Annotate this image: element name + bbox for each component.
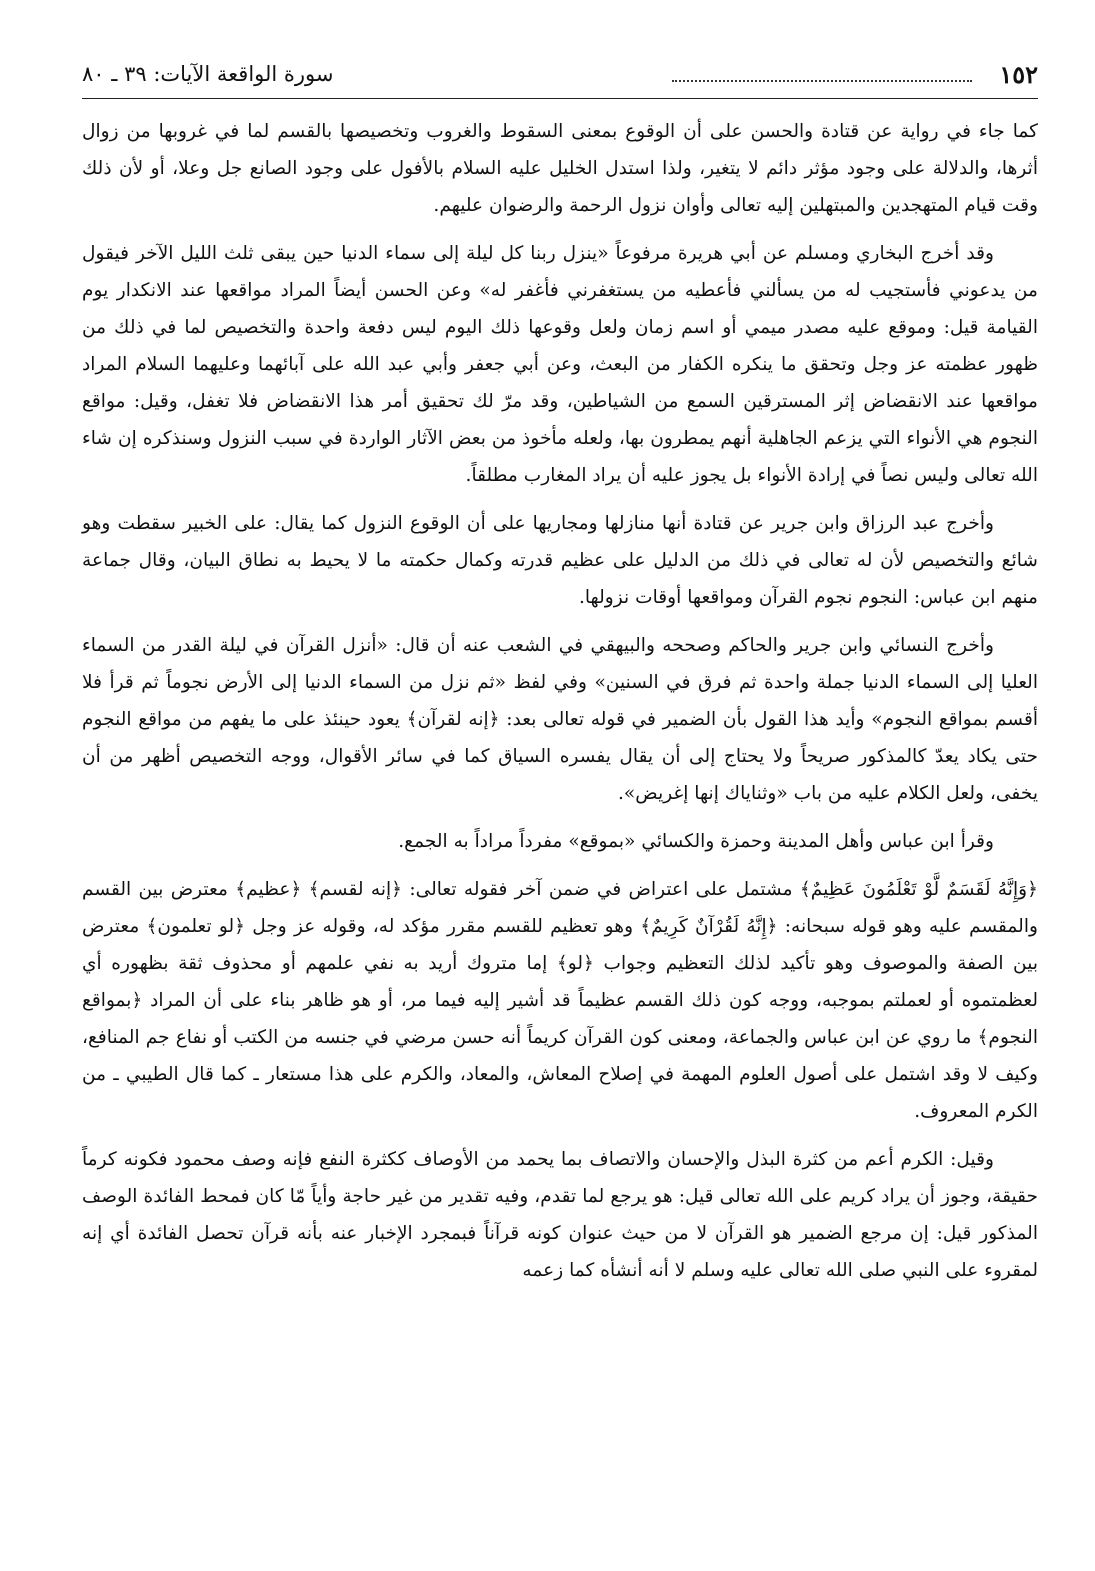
page-header <box>82 58 1038 99</box>
paragraph-7: وقيل: الكرم أعم من كثرة البذل والإحسان والاتصاف بما يحمد من الأوصاف ككثرة النفع فإنه وصف محمود فكونه كرماً حقيقة، وجوز أن يراد كريم على الله تعالى قيل: هو يرجع لما تقدم، وفيه تقدير من غير حاجة وأياً مّا كان فمحط الفائدة الوصف المذكور قيل: إن مرجع الضمير هو القرآن لا من حيث عنوان كونه قرآناً فبمجرد الإخبار عنه بأنه قرآن تحصل الفائدة أي إنه لمقروء على النبي صلى الله تعالى عليه وسلم لا أنه أنشأه كما زعمه <box>82 1149 1038 1281</box>
paragraph-5: وقرأ ابن عباس وأهل المدينة وحمزة والكسائي «بموقع» مفرداً مراداً به الجمع. <box>398 831 994 852</box>
page-number: ١٥٢ <box>999 60 1038 89</box>
paragraph-2: وقد أخرج البخاري ومسلم عن أبي هريرة مرفوعاً «ينزل ربنا كل ليلة إلى سماء الدنيا حين يبقى ثلث الليل الآخر فيقول من يدعوني فأستجيب له من يسألني فأعطيه من يستغفرني فأغفر له» وعن الحسن أيضاً المراد مواقعها عند الانكدار يوم القيامة قيل: وموقع عليه مصدر ميمي أو اسم زمان ولعل وقوعها ذلك اليوم ليس دفعة واحدة والتخصيص لما في ذلك من ظهور عظمته عز وجل وتحقق ما ينكره الكفار من البعث، وعن أبي جعفر وأبي عبد الله على آبائهما وعليهما السلام المراد مواقعها عند الانقضاض إثر المسترقين السمع من الشياطين، وقد مرّ لك تحقيق أمر هذا الانقضاض فلا تغفل، وقيل: مواقع النجوم هي الأنواء التي يزعم الجاهلية أنهم يمطرون بها، ولعله مأخوذ من بعض الآثار الواردة في سبب النزول وسنذكره إن شاء الله تعالى وليس نصاً في إرادة الأنواء بل يجوز عليه أن يراد المغارب مطلقاً. <box>82 243 1038 486</box>
document-page <box>82 58 1038 1289</box>
paragraph-6: ﴿وَإِنَّهُ لَقَسَمٌ لَّوْ تَعْلَمُونَ عَظِيمٌ﴾ مشتمل على اعتراض في ضمن آخر فقوله تعالى: ﴿إنه لقسم﴾ ﴿عظيم﴾ معترض بين القسم والمقسم عليه وهو قوله سبحانه: ﴿إِنَّهُ لَقُرْآنٌ كَرِيمٌ﴾ وهو تعظيم للقسم مقرر مؤكد له، وقوله عز وجل ﴿لو تعلمون﴾ معترض بين الصفة والموصوف وهو تأكيد لذلك التعظيم وجواب ﴿لو﴾ إما متروك أريد به نفي علمهم أو محذوف ثقة بظهوره أي لعظمتموه أو لعملتم بموجبه، ووجه كون ذلك القسم عظيماً قد أشير إليه فيما مر، أو هو ظاهر بناء على أن المراد ﴿بمواقع النجوم﴾ ما روي عن ابن عباس والجماعة، ومعنى كون القرآن كريماً أنه حسن مرضي في جنسه من الكتب أو نفاع جم المنافع، وكيف لا وقد اشتمل على أصول العلوم المهمة في إصلاح المعاش، والمعاد، والكرم على هذا مستعار ـ كما قال الطيبي ـ من الكرم المعروف. <box>82 879 1038 1122</box>
paragraph-4: وأخرج النسائي وابن جرير والحاكم وصححه والبيهقي في الشعب عنه أن قال: «أنزل القرآن في ليلة القدر من السماء العليا إلى السماء الدنيا جملة واحدة ثم فرق في السنين» وفي لفظ «ثم نزل من السماء الدنيا إلى الأرض نجوماً ثم قرأ فلا أقسم بمواقع النجوم» وأيد هذا القول بأن الضمير في قوله تعالى بعد: ﴿إنه لقرآن﴾ يعود حينئذ على ما يفهم من مواقع النجوم حتى يكاد يعدّ كالمذكور صريحاً ولا يحتاج إلى أن يقال يفسره السياق كما في سائر الأقوال، ووجه التخصيص أظهر من أن يخفى، ولعل الكلام عليه من باب «وثناياك إنها إغريض». <box>82 635 1038 804</box>
paragraph-3: وأخرج عبد الرزاق وابن جرير عن قتادة أنها منازلها ومجاريها على أن الوقوع النزول كما يقال: على الخبير سقطت وهو شائع والتخصيص لأن له تعالى في ذلك من الدليل على عظيم قدرته وكمال حكمته ما لا يحيط به نطاق البيان، وقال جماعة منهم ابن عباس: النجوم نجوم القرآن ومواقعها أوقات نزولها. <box>82 513 1038 608</box>
header-dotted-leader <box>672 62 972 82</box>
running-title: سورة الواقعة الآيات: ٣٩ ـ ٨٠ <box>82 62 334 86</box>
paragraph-1: كما جاء في رواية عن قتادة والحسن على أن الوقوع بمعنى السقوط والغروب وتخصيصها بالقسم لما في غروبها من زوال أثرها، والدلالة على وجود مؤثر دائم لا يتغير، ولذا استدل الخليل عليه السلام بالأفول على وجود الصانع جل وعلا، أو لأن ذلك وقت قيام المتهجدين والمبتهلين إليه تعالى وأوان نزول الرحمة والرضوان عليهم. <box>82 121 1038 216</box>
